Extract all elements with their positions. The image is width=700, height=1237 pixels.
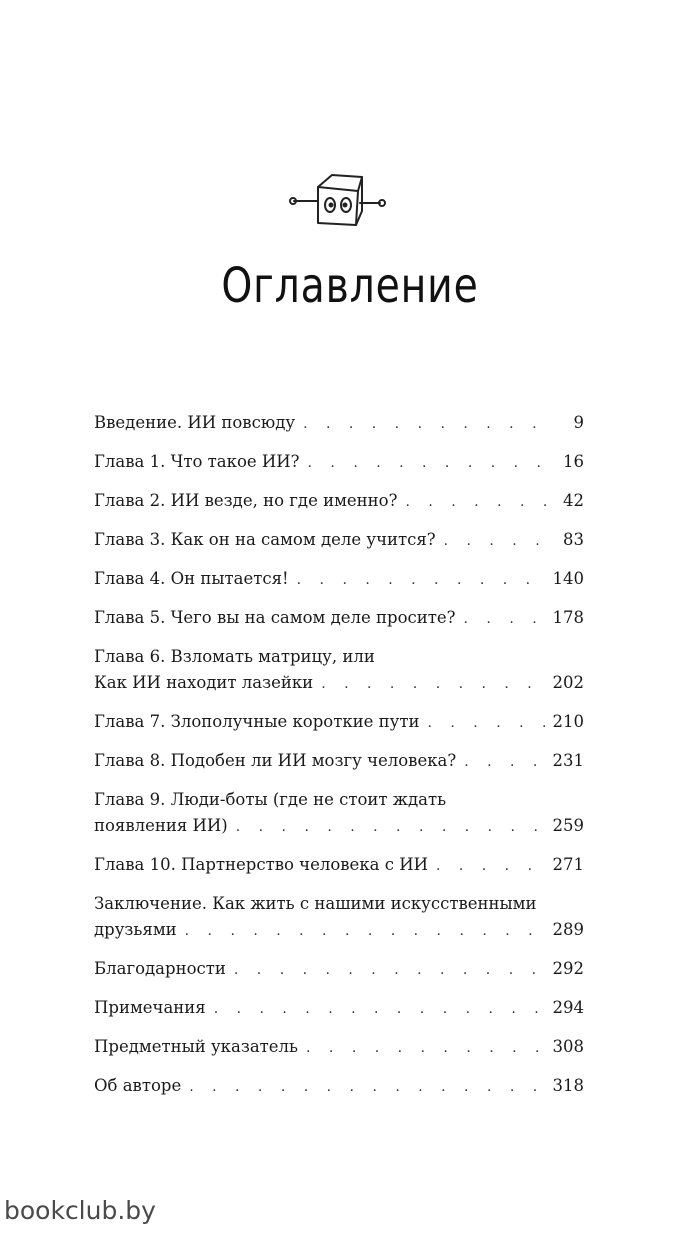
toc-entry-page-number: 210 (552, 712, 584, 731)
toc-entry[interactable] (94, 748, 584, 775)
dot-leader (214, 996, 545, 1022)
toc-entry-title-line1: Заключение. Как жить с нашими искусственными (94, 894, 537, 913)
toc-entry-title: Глава 7. Злополучные короткие пути (94, 712, 420, 731)
toc-entry-page-number: 308 (552, 1037, 584, 1056)
toc-entry[interactable] (94, 787, 584, 840)
toc-entry[interactable] (94, 605, 584, 632)
toc-entry-page-number: 294 (552, 998, 584, 1017)
toc-entry-page-number: 9 (573, 413, 584, 432)
dot-leader (297, 567, 545, 593)
robot-cube-icon (288, 165, 388, 237)
toc-entry-title: Введение. ИИ повсюду (94, 413, 296, 432)
toc-entry-title: друзьями (94, 920, 177, 939)
toc-entry-title: Примечания (94, 998, 206, 1017)
toc-entry[interactable] (94, 709, 584, 736)
watermark: bookclub.by (4, 1196, 156, 1225)
dot-leader (444, 528, 548, 554)
toc-entry-page-number: 318 (552, 1076, 584, 1095)
toc-entry-page-number: 292 (552, 959, 584, 978)
dot-leader (405, 489, 548, 515)
toc-entry[interactable] (94, 1034, 584, 1061)
dot-leader (185, 918, 545, 944)
toc-entry-page-number: 140 (552, 569, 584, 588)
toc-entry-page-number: 16 (563, 452, 584, 471)
toc-entry-page-number: 178 (552, 608, 584, 627)
toc-entry-title: Благодарности (94, 959, 226, 978)
toc-entry-title: Глава 8. Подобен ли ИИ мозгу человека? (94, 751, 457, 770)
toc-entry[interactable] (94, 891, 584, 944)
toc-entry-title: Глава 5. Чего вы на самом деле просите? (94, 608, 456, 627)
toc-entry-page-number: 289 (552, 920, 584, 939)
toc-entry[interactable] (94, 956, 584, 983)
toc-entry-page-number: 259 (552, 816, 584, 835)
page-title: Оглавление (221, 258, 479, 314)
toc-entry[interactable] (94, 995, 584, 1022)
dot-leader (236, 814, 545, 840)
toc-entry-title: Глава 3. Как он на самом деле учится? (94, 530, 436, 549)
toc-entry-title: Глава 2. ИИ везде, но где именно? (94, 491, 398, 510)
table-of-contents (94, 410, 584, 1112)
toc-entry-title: Как ИИ находит лазейки (94, 673, 314, 692)
toc-entry-title: Глава 1. Что такое ИИ? (94, 452, 300, 471)
toc-entry[interactable] (94, 488, 584, 515)
toc-entry-page-number: 271 (552, 855, 584, 874)
toc-entry-page-number: 231 (552, 751, 584, 770)
dot-leader (308, 450, 548, 476)
dot-leader (321, 671, 544, 697)
toc-entry[interactable] (94, 1073, 584, 1100)
dot-leader (464, 606, 545, 632)
toc-entry-title-line1: Глава 9. Люди-боты (где не стоит ждать (94, 790, 447, 809)
toc-entry[interactable] (94, 852, 584, 879)
toc-entry[interactable] (94, 410, 584, 437)
toc-entry-page-number: 202 (552, 673, 584, 692)
toc-entry-page-number: 83 (563, 530, 584, 549)
toc-entry-title: Предметный указатель (94, 1037, 299, 1056)
toc-entry-title: Глава 4. Он пытается! (94, 569, 289, 588)
toc-entry[interactable] (94, 449, 584, 476)
dot-leader (306, 1035, 544, 1061)
dot-leader (189, 1074, 544, 1100)
dot-leader (464, 749, 544, 775)
toc-entry[interactable] (94, 527, 584, 554)
toc-entry-title: Об авторе (94, 1076, 182, 1095)
toc-entry[interactable] (94, 566, 584, 593)
toc-entry-title: появления ИИ) (94, 816, 228, 835)
toc-entry-page-number: 42 (563, 491, 584, 510)
toc-entry[interactable] (94, 644, 584, 697)
dot-leader (234, 957, 545, 983)
toc-entry-title-line1: Глава 6. Взломать матрицу, или (94, 647, 375, 666)
dot-leader (428, 710, 545, 736)
dot-leader (303, 411, 548, 437)
dot-leader (436, 853, 545, 879)
toc-entry-title: Глава 10. Партнерство человека с ИИ (94, 855, 428, 874)
